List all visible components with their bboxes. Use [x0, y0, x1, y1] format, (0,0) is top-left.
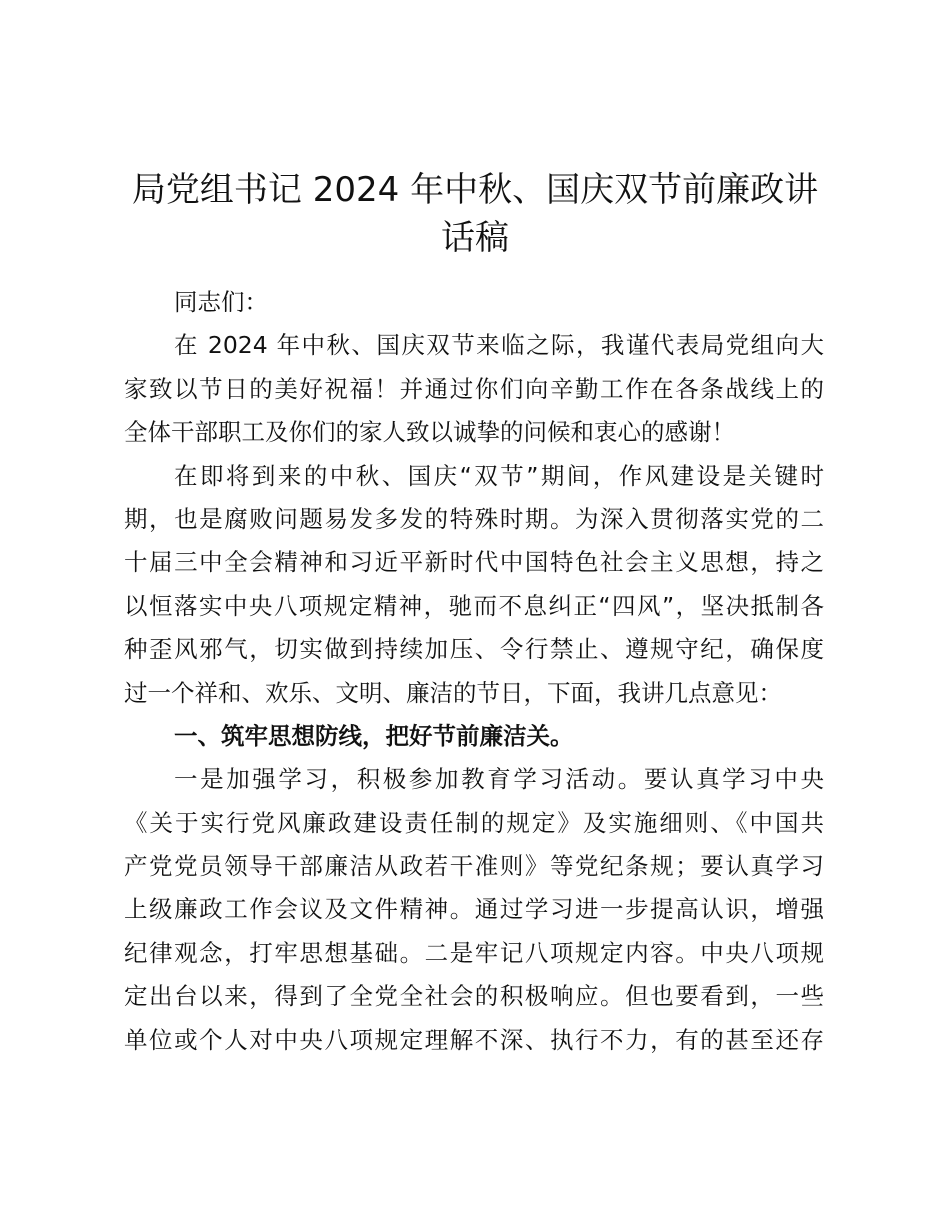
paragraph-3-line-2: 《关于实行党风廉政建设责任制的规定》及实施细则、《中国共: [124, 808, 824, 837]
paragraph-1-line-1: 在 2024 年中秋、国庆双节来临之际，我谨代表局党组向大: [174, 331, 824, 360]
paragraph-3-line-7: 单位或个人对中央八项规定理解不深、执行不力，有的甚至还存: [124, 1025, 824, 1054]
paragraph-1-line-2: 家致以节日的美好祝福！并通过你们向辛勤工作在各条战线上的: [124, 374, 824, 403]
paragraph-2-line-2: 期，也是腐败问题易发多发的特殊时期。为深入贯彻落实党的二: [124, 504, 824, 533]
paragraph-3-line-4: 上级廉政工作会议及文件精神。通过学习进一步提高认识，增强: [124, 895, 824, 924]
paragraph-3-line-6: 定出台以来，得到了全党全社会的积极响应。但也要看到，一些: [124, 982, 824, 1011]
paragraph-2-line-5: 种歪风邪气，切实做到持续加压、令行禁止、遵规守纪，确保度: [124, 635, 824, 664]
paragraph-3-line-5: 纪律观念，打牢思想基础。二是牢记八项规定内容。中央八项规: [124, 938, 824, 967]
salutation: 同志们：: [174, 288, 268, 316]
title-line-1: 局党组书记 2024 年中秋、国庆双节前廉政讲: [131, 170, 819, 210]
paragraph-2-line-3: 十届三中全会精神和习近平新时代中国特色社会主义思想，持之: [124, 548, 824, 577]
document-title: [124, 166, 826, 262]
paragraph-2-line-6: 过一个祥和、欢乐、文明、廉洁的节日，下面，我讲几点意见：: [124, 678, 782, 707]
section-heading-1: 一、筑牢思想防线，把好节前廉洁关。: [174, 721, 574, 750]
paragraph-1-line-3: 全体干部职工及你们的家人致以诚挚的问候和衷心的感谢！: [124, 418, 735, 447]
paragraph-2-line-4: 以恒落实中央八项规定精神，驰而不息纠正“四风”，坚决抵制各: [124, 591, 824, 620]
title-line-2: 话稿: [441, 218, 509, 258]
document-body: [124, 281, 824, 1062]
paragraph-3-line-1: 一是加强学习，积极参加教育学习活动。要认真学习中央: [174, 765, 824, 794]
paragraph-3-line-3: 产党党员领导干部廉洁从政若干准则》等党纪条规；要认真学习: [124, 852, 824, 881]
paragraph-2-line-1: 在即将到来的中秋、国庆“双节”期间，作风建设是关键时: [174, 461, 824, 490]
